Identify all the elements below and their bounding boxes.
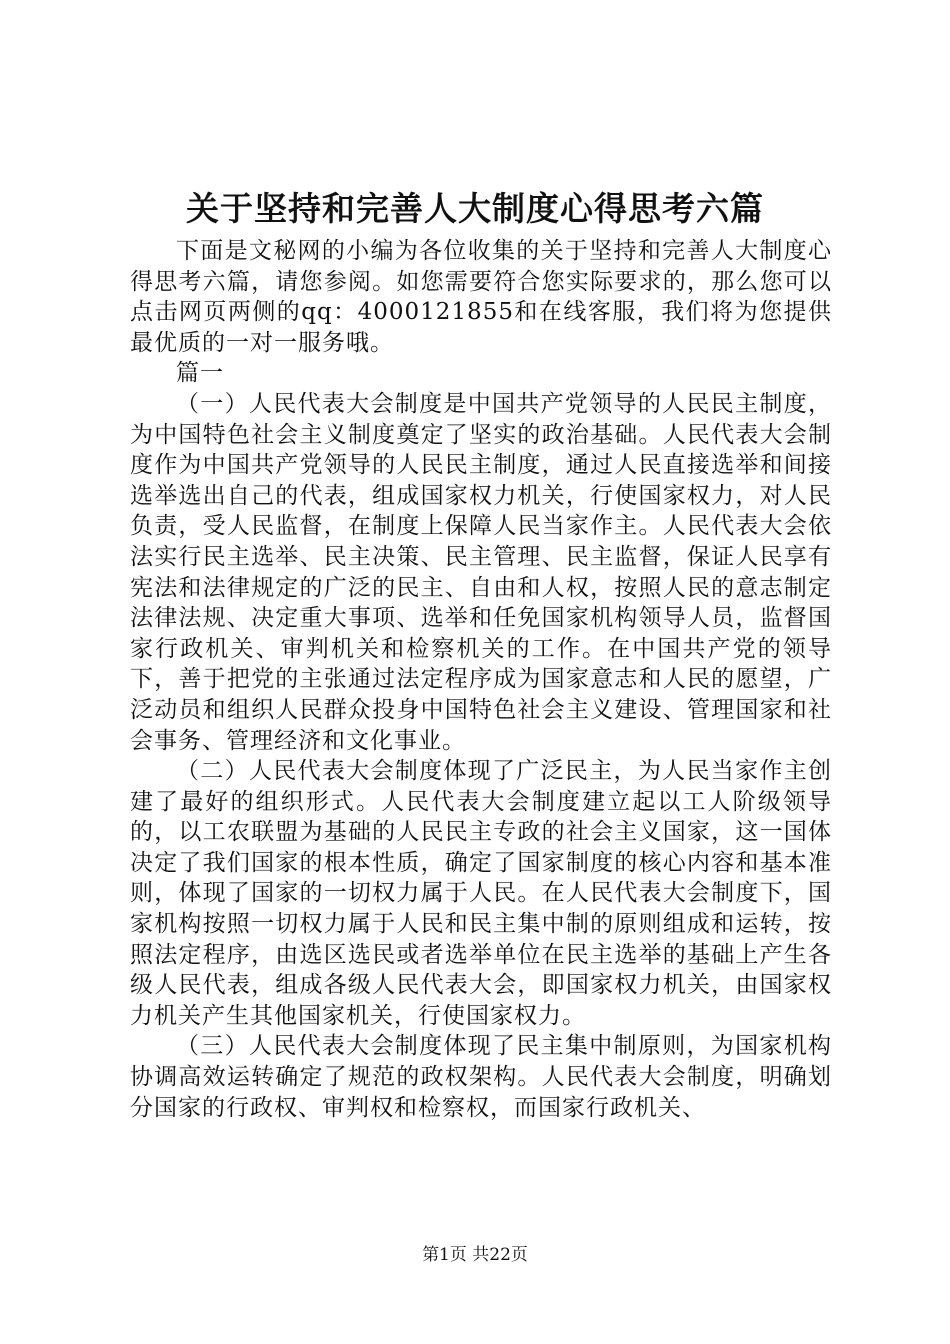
page-number-footer: 第1页 共22页	[422, 1245, 528, 1265]
intro-paragraph: 下面是文秘网的小编为各位收集的关于坚持和完善人大制度心得思考六篇，请您参阅。如您需要符合您实际要求的，那么您可以点击网页两侧的qq：4000121855和在线客服，我们将为您提供最优质的一对一服务哦。	[130, 238, 832, 356]
body-paragraph-3: （三）人民代表大会制度体现了民主集中制原则，为国家机构协调高效运转确定了规范的政权架构。人民代表大会制度，明确划分国家的行政权、审判权和检察权，而国家行政机关、	[130, 1033, 832, 1121]
body-paragraph-2: （二）人民代表大会制度体现了广泛民主，为人民当家作主创建了最好的组织形式。人民代表大会制度建立起以工人阶级领导的，以工农联盟为基础的人民民主专政的社会主义国家，这一国体决定了我们国家的根本性质，确定了国家制度的核心内容和基本准则，体现了国家的一切权力属于人民。在人民代表大会制度下，国家机构按照一切权力属于人民和民主集中制的原则组成和运转，按照法定程序，由选区选民或者选举单位在民主选举的基础上产生各级人民代表，组成各级人民代表大会，即国家权力机关，由国家权力机关产生其他国家机关，行使国家权力。	[130, 758, 832, 1029]
section-heading: 篇一	[176, 360, 224, 387]
document-body	[130, 236, 832, 1123]
document-title: 关于坚持和完善人大制度心得思考六篇	[186, 189, 764, 228]
body-paragraph-1: （一）人民代表大会制度是中国共产党领导的人民民主制度，为中国特色社会主义制度奠定了坚实的政治基础。人民代表大会制度作为中国共产党领导的人民民主制度，通过人民直接选举和间接选举选出自己的代表，组成国家权力机关，行使国家权力，对人民负责，受人民监督，在制度上保障人民当家作主。人民代表大会依法实行民主选举、民主决策、民主管理、民主监督，保证人民享有宪法和法律规定的广泛的民主、自由和人权，按照人民的意志制定法律法规、决定重大事项、选举和任免国家机构领导人员，监督国家行政机关、审判机关和检察机关的工作。在中国共产党的领导下，善于把党的主张通过法定程序成为国家意志和人民的愿望，广泛动员和组织人民群众投身中国特色社会主义建设、管理国家和社会事务、管理经济和文化事业。	[130, 390, 832, 754]
